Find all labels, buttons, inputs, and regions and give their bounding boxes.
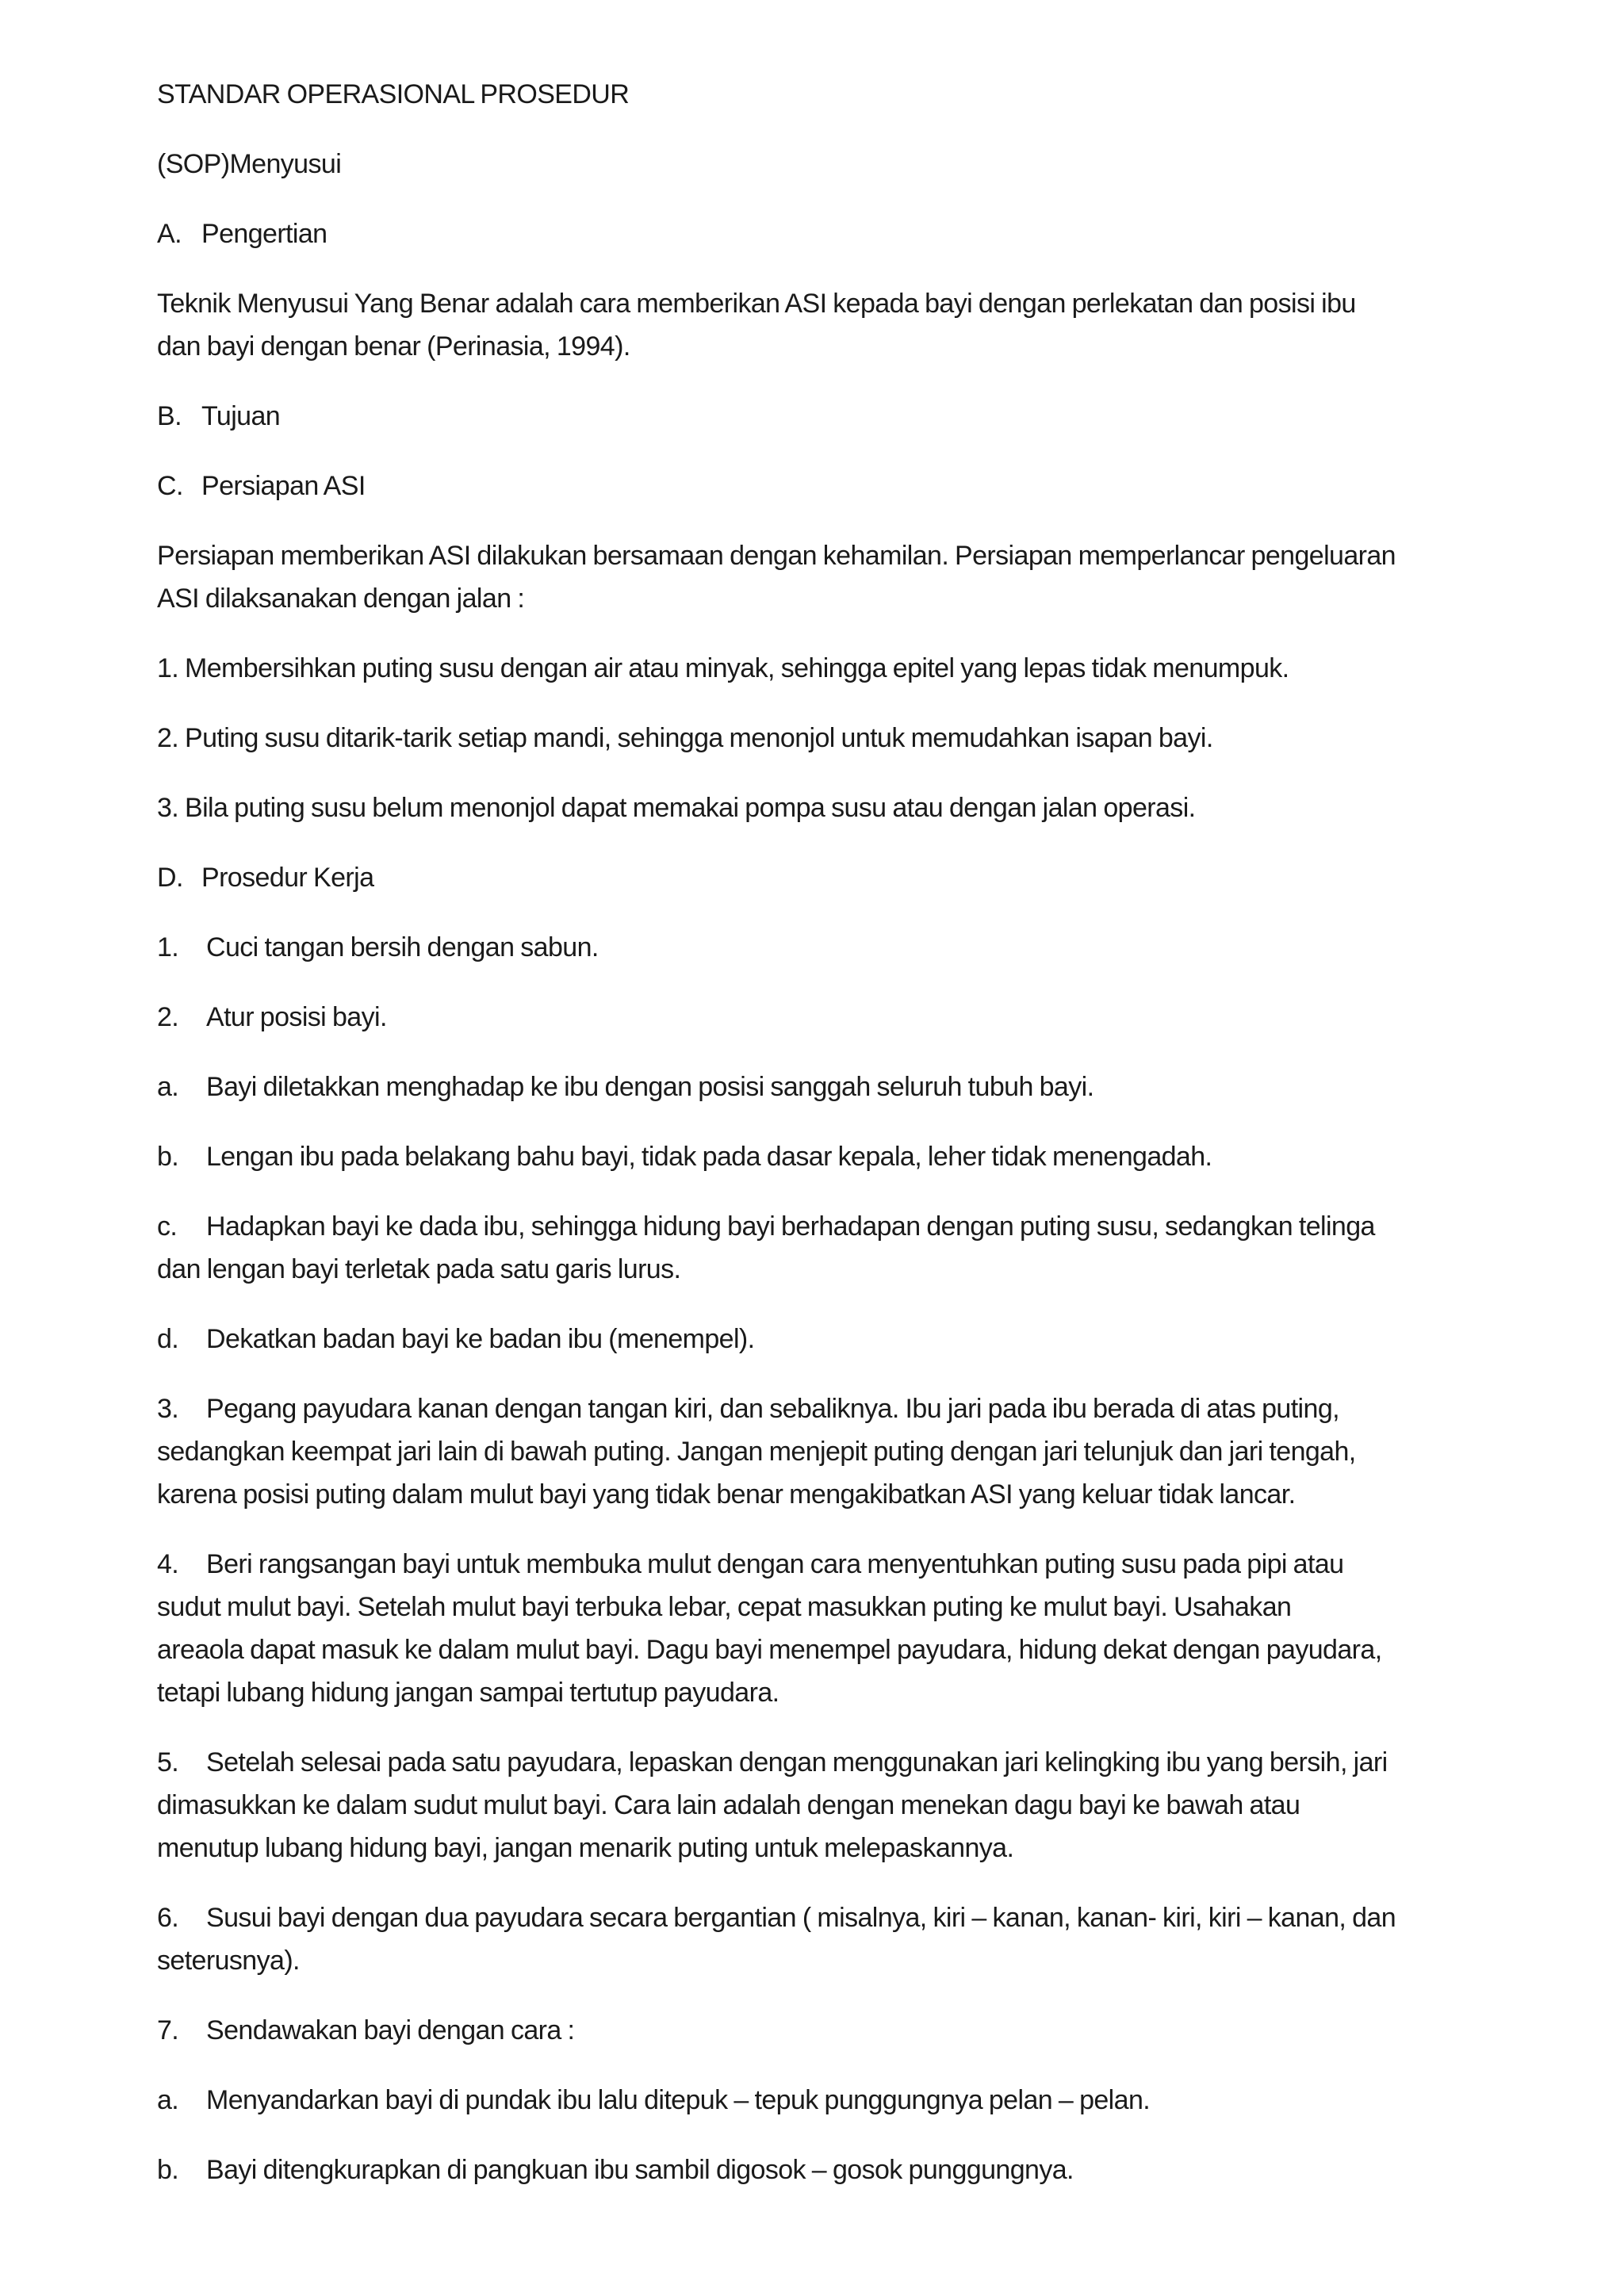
step-text: Bayi ditengkurapkan di pangkuan ibu sambil digosok – gosok punggungnya. — [206, 2155, 1074, 2185]
step-label: 1. — [157, 932, 179, 962]
step-text: Susui bayi dengan dua payudara secara bergantian ( misalnya, kiri – kanan, kanan- kiri, kiri – kanan, dan — [206, 1903, 1396, 1933]
step-label: 6. — [157, 1903, 179, 1933]
prosedur-step-2b — [157, 1135, 1489, 1178]
paragraph-line — [157, 1896, 1489, 1939]
step-text: Dekatkan badan bayi ke badan ibu (menempel). — [206, 1324, 755, 1354]
prosedur-step-5 — [157, 1741, 1489, 1869]
section-a-heading — [157, 212, 1489, 255]
step-text: Menyandarkan bayi di pundak ibu lalu ditepuk – tepuk punggungnya pelan – pelan. — [206, 2085, 1151, 2115]
prosedur-step-2d — [157, 1318, 1489, 1360]
document-page — [157, 73, 1489, 2191]
pengertian-paragraph — [157, 282, 1489, 368]
prosedur-step-2a — [157, 1066, 1489, 1108]
prosedur-step-4 — [157, 1543, 1489, 1714]
prosedur-step-7 — [157, 2009, 1489, 2052]
section-a-title: Pengertian — [201, 219, 327, 249]
paragraph-line — [157, 1387, 1489, 1430]
step-text: Sendawakan bayi dengan cara : — [206, 2015, 575, 2045]
paragraph-line: menutup lubang hidung bayi, jangan menarik puting untuk melepaskannya. — [157, 1833, 1014, 1863]
prosedur-step-7b — [157, 2149, 1489, 2191]
step-label: d. — [157, 1324, 179, 1354]
step-label: 2. — [157, 1002, 179, 1032]
paragraph-line: karena posisi puting dalam mulut bayi yang tidak benar mengakibatkan ASI yang keluar tidak lancar. — [157, 1479, 1296, 1510]
paragraph-line — [157, 1741, 1489, 1784]
persiapan-intro-paragraph — [157, 534, 1489, 620]
step-text: Atur posisi bayi. — [206, 1002, 387, 1032]
paragraph-line: sedangkan keempat jari lain di bawah puting. Jangan menjepit puting dengan jari telunjuk dan jari tengah, — [157, 1437, 1356, 1467]
step-text: Cuci tangan bersih dengan sabun. — [206, 932, 599, 962]
document-title: STANDAR OPERASIONAL PROSEDUR — [157, 79, 630, 109]
prosedur-step-1 — [157, 926, 1489, 969]
step-label: a. — [157, 2085, 179, 2115]
prosedur-step-3 — [157, 1387, 1489, 1516]
paragraph-line — [157, 1543, 1489, 1586]
section-d-label: D. — [157, 863, 183, 893]
prosedur-step-6 — [157, 1896, 1489, 1982]
step-label: a. — [157, 1072, 179, 1102]
paragraph-line: dimasukkan ke dalam sudut mulut bayi. Cara lain adalah dengan menekan dagu bayi ke bawah atau — [157, 1790, 1300, 1820]
step-label: 3. — [157, 1394, 179, 1424]
persiapan-step-2: 2. Puting susu ditarik-tarik setiap mandi, sehingga menonjol untuk memudahkan isapan bayi. — [157, 723, 1213, 753]
step-text: Lengan ibu pada belakang bahu bayi, tidak pada dasar kepala, leher tidak menengadah. — [206, 1142, 1212, 1172]
paragraph-line: Persiapan memberikan ASI dilakukan bersamaan dengan kehamilan. Persiapan memperlancar pengeluaran — [157, 541, 1396, 571]
section-c-label: C. — [157, 471, 183, 501]
prosedur-step-2 — [157, 996, 1489, 1039]
prosedur-step-2c — [157, 1205, 1489, 1291]
paragraph-line: sudut mulut bayi. Setelah mulut bayi terbuka lebar, cepat masukkan puting ke mulut bayi. Usahakan — [157, 1592, 1292, 1622]
section-a-label: A. — [157, 219, 182, 249]
step-text: Setelah selesai pada satu payudara, lepaskan dengan menggunakan jari kelingking ibu yang bersih, jari — [206, 1747, 1388, 1777]
section-c-heading — [157, 465, 1489, 507]
paragraph-line: areaola dapat masuk ke dalam mulut bayi. Dagu bayi menempel payudara, hidung dekat dengan payudara, — [157, 1635, 1382, 1665]
section-d-title: Prosedur Kerja — [201, 863, 374, 893]
document-subtitle: (SOP)Menyusui — [157, 149, 342, 179]
step-text: Beri rangsangan bayi untuk membuka mulut dengan cara menyentuhkan puting susu pada pipi atau — [206, 1549, 1344, 1579]
paragraph-line: ASI dilaksanakan dengan jalan : — [157, 584, 525, 614]
step-label: b. — [157, 1142, 179, 1172]
step-text: Pegang payudara kanan dengan tangan kiri, dan sebaliknya. Ibu jari pada ibu berada di atas puting, — [206, 1394, 1339, 1424]
prosedur-step-7a — [157, 2079, 1489, 2122]
step-label: 4. — [157, 1549, 179, 1579]
paragraph-line: Teknik Menyusui Yang Benar adalah cara memberikan ASI kepada bayi dengan perlekatan dan posisi ibu — [157, 289, 1356, 319]
persiapan-step-3: 3. Bila puting susu belum menonjol dapat memakai pompa susu atau dengan jalan operasi. — [157, 793, 1196, 823]
step-text: Hadapkan bayi ke dada ibu, sehingga hidung bayi berhadapan dengan puting susu, sedangkan telinga — [206, 1211, 1375, 1242]
step-label: 5. — [157, 1747, 179, 1777]
paragraph-line — [157, 1205, 1489, 1248]
paragraph-line: dan bayi dengan benar (Perinasia, 1994). — [157, 331, 630, 362]
section-d-heading — [157, 856, 1489, 899]
step-label: b. — [157, 2155, 179, 2185]
section-b-label: B. — [157, 401, 182, 431]
paragraph-line: tetapi lubang hidung jangan sampai tertutup payudara. — [157, 1678, 779, 1708]
persiapan-step-1: 1. Membersihkan puting susu dengan air atau minyak, sehingga epitel yang lepas tidak menumpuk. — [157, 653, 1289, 683]
step-label: 7. — [157, 2015, 179, 2045]
section-c-title: Persiapan ASI — [201, 471, 366, 501]
paragraph-line: dan lengan bayi terletak pada satu garis lurus. — [157, 1254, 681, 1284]
step-text: Bayi diletakkan menghadap ke ibu dengan posisi sanggah seluruh tubuh bayi. — [206, 1072, 1094, 1102]
step-label: c. — [157, 1211, 178, 1242]
section-b-title: Tujuan — [201, 401, 281, 431]
paragraph-line: seterusnya). — [157, 1946, 300, 1976]
section-b-heading — [157, 395, 1489, 438]
